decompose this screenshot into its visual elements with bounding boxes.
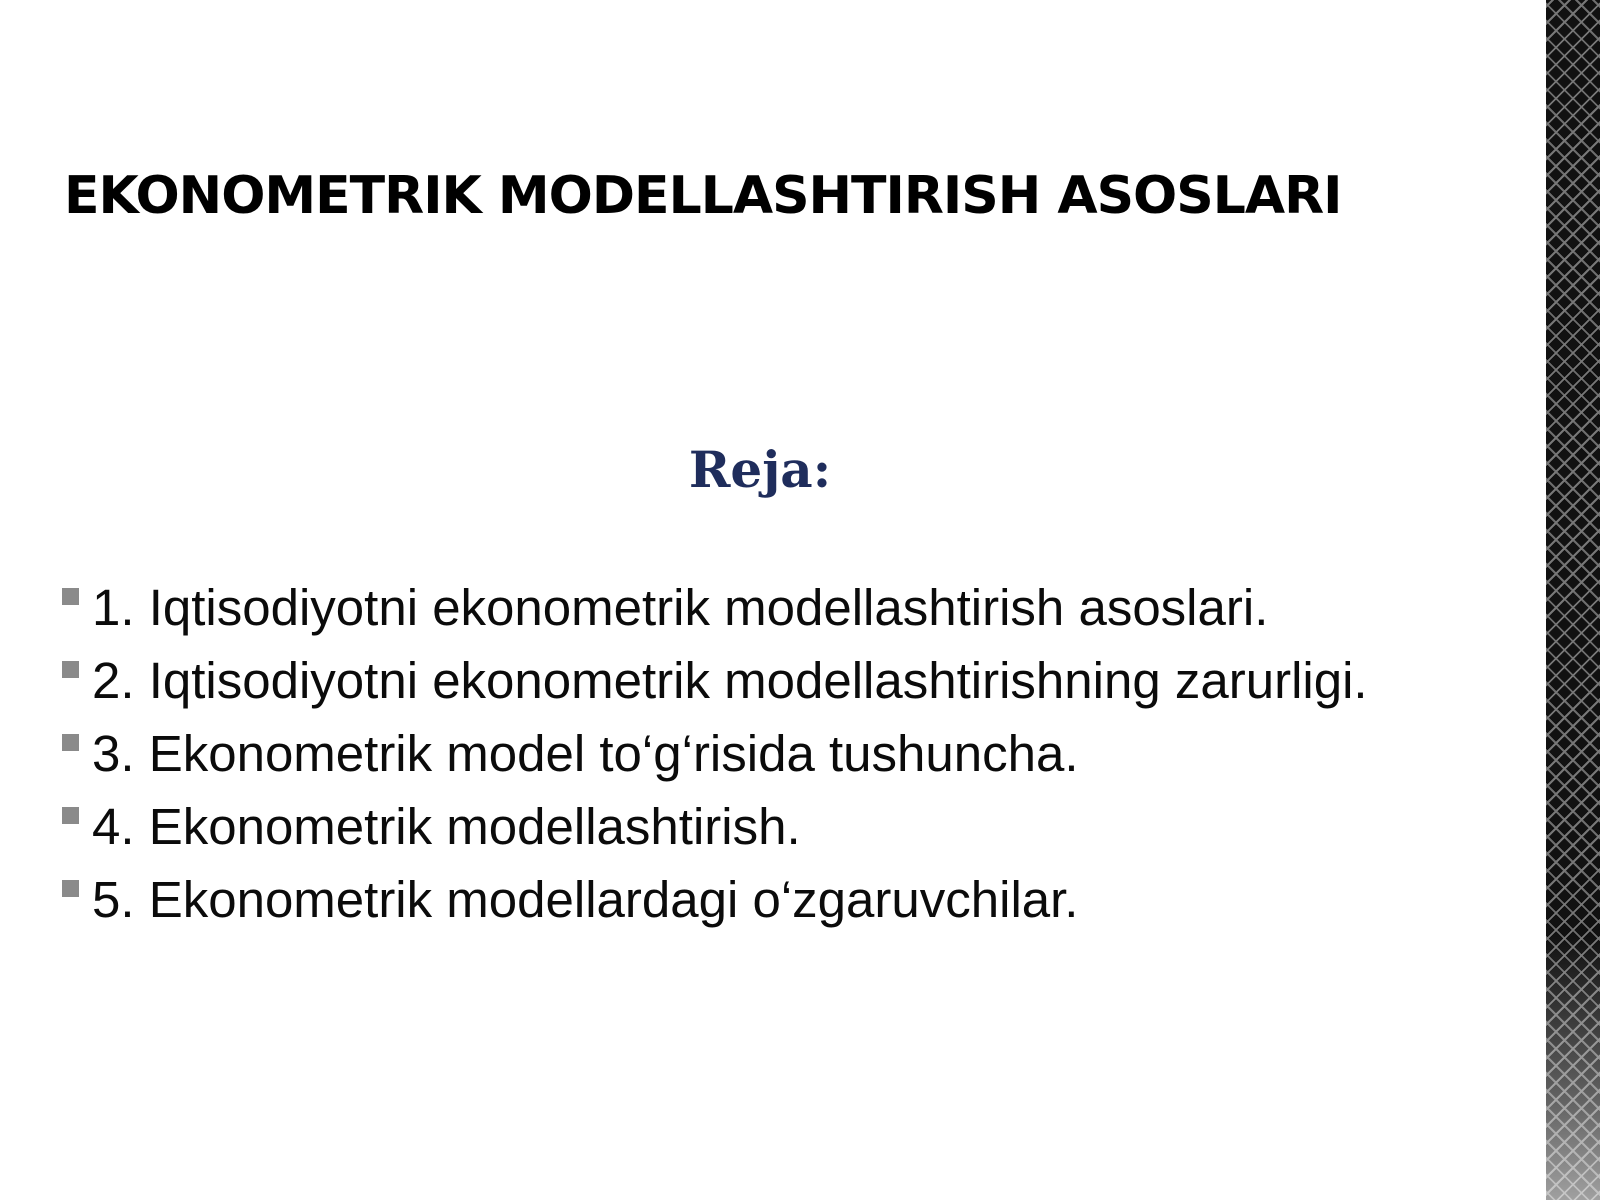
square-bullet-icon — [62, 661, 79, 678]
plan-item — [62, 797, 1462, 856]
plan-item-text: 1. Iqtisodiyotni ekonometrik modellashtirish asoslari. — [92, 579, 1269, 636]
square-bullet-icon — [62, 734, 79, 751]
plan-heading: Reja: — [688, 440, 832, 499]
border-fade-overlay — [1546, 0, 1600, 1200]
plan-item-text: 4. Ekonometrik modellashtirish. — [92, 798, 801, 855]
plan-item — [62, 578, 1462, 637]
plan-item-text: 3. Ekonometrik model to‘g‘risida tushuncha. — [92, 725, 1079, 782]
slide-title: EKONOMETRIK MODELLASHTIRISH ASOSLARI — [64, 166, 1342, 226]
plan-item — [62, 651, 1462, 710]
plan-item-text: 5. Ekonometrik modellardagi o‘zgaruvchilar. — [92, 871, 1079, 928]
square-bullet-icon — [62, 807, 79, 824]
square-bullet-icon — [62, 588, 79, 605]
plan-list — [62, 578, 1462, 943]
plan-item-text: 2. Iqtisodiyotni ekonometrik modellashtirishning zarurligi. — [92, 652, 1368, 709]
plan-item — [62, 724, 1462, 783]
square-bullet-icon — [62, 880, 79, 897]
plan-item — [62, 870, 1462, 929]
